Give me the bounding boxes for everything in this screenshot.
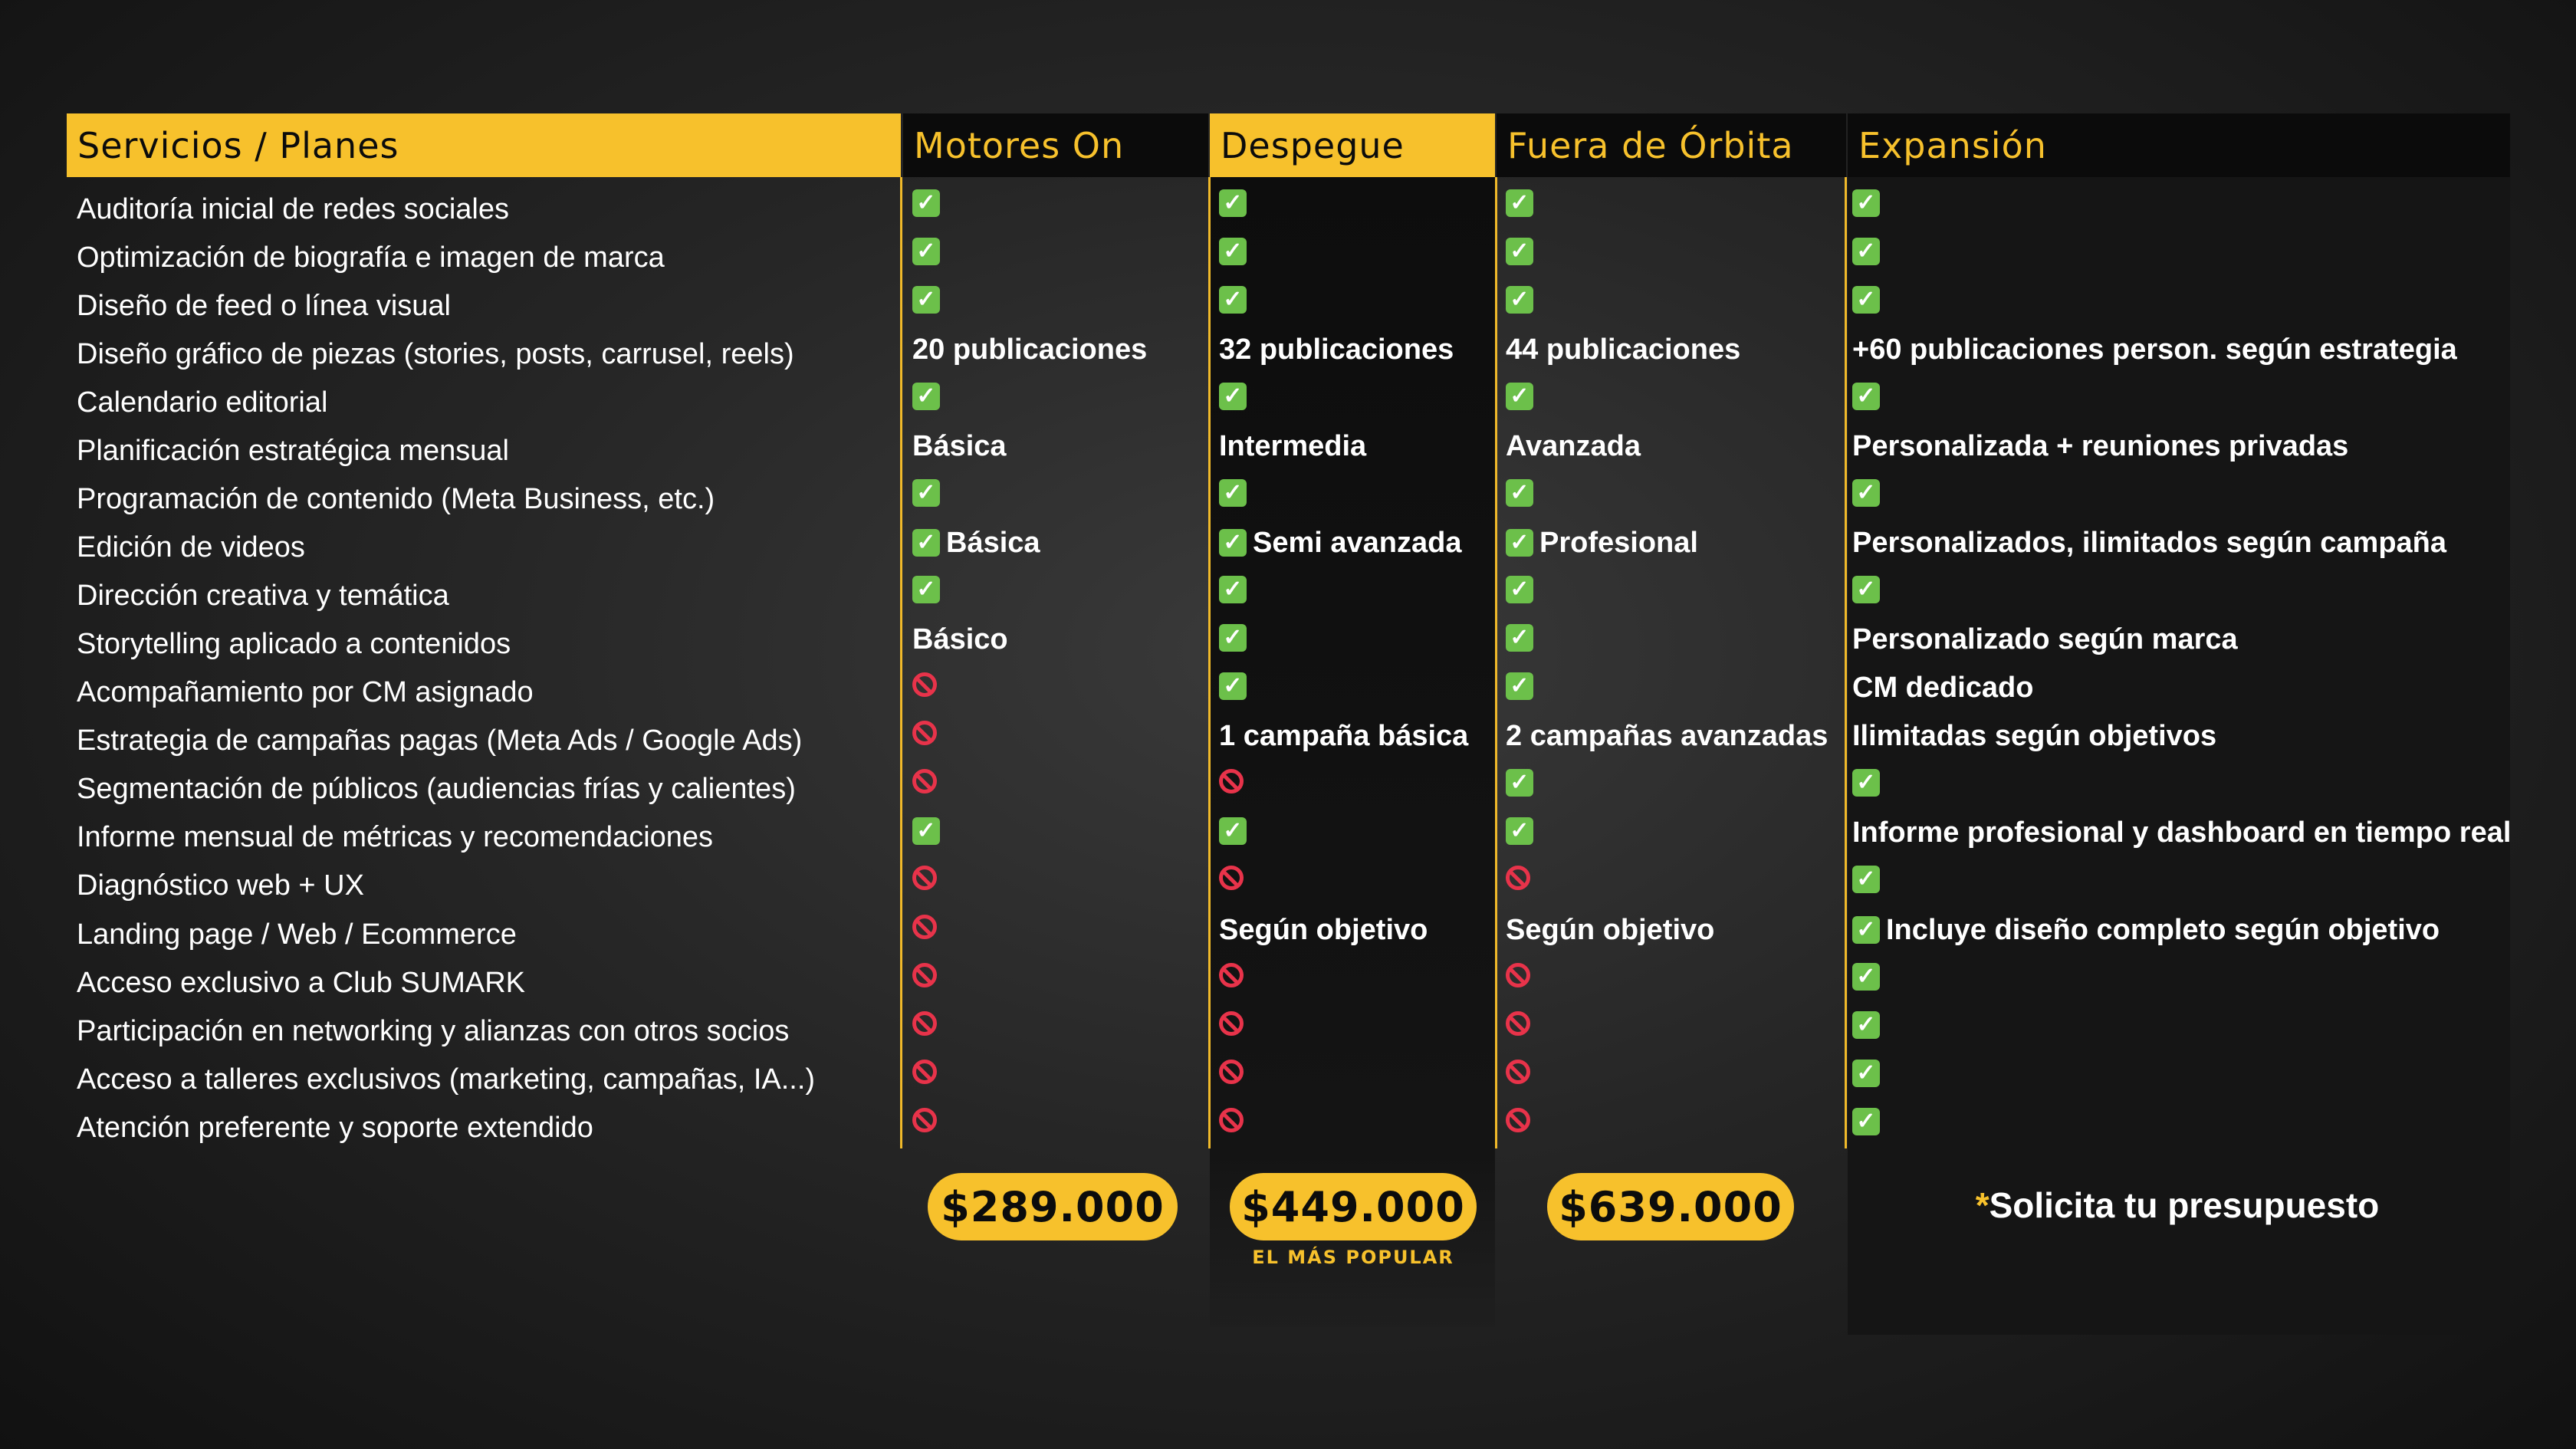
services-header: Servicios / Planes: [67, 113, 901, 177]
plan-cell: [1219, 769, 1244, 794]
cell-text: Intermedia: [1219, 430, 1367, 462]
check-icon: ✓: [1219, 576, 1247, 603]
cell-text: Según objetivo: [1506, 914, 1715, 946]
check-icon: ✓: [1852, 238, 1880, 265]
service-label: Acceso exclusivo a Club SUMARK: [77, 967, 525, 999]
service-label: Landing page / Web / Ecommerce: [77, 918, 517, 951]
check-icon: ✓: [912, 286, 940, 314]
plan-cell: [1506, 624, 1533, 652]
plan-cell: [912, 721, 937, 745]
plan-cell: [912, 915, 937, 939]
cell-text: 44 publicaciones: [1506, 334, 1741, 366]
cell-text: 1 campaña básica: [1219, 720, 1469, 752]
check-icon: ✓: [1852, 866, 1880, 893]
asterisk: *: [1975, 1185, 1990, 1225]
check-icon: ✓: [1506, 624, 1533, 652]
check-icon: ✓: [912, 238, 940, 265]
prohibited-icon: [912, 963, 937, 987]
plan-cell: [1852, 1060, 1880, 1087]
cell-text: Ilimitadas según objetivos: [1852, 720, 2217, 752]
plan-cell: [912, 383, 940, 410]
prohibited-icon: [912, 672, 937, 697]
cell-text: CM dedicado: [1852, 672, 2034, 704]
check-icon: ✓: [1506, 769, 1533, 797]
plan-header-despegue: Despegue: [1210, 113, 1495, 177]
check-icon: ✓: [1852, 286, 1880, 314]
check-icon: ✓: [1506, 529, 1533, 557]
plan-cell: [1852, 189, 1880, 217]
plan-cell: [912, 817, 940, 845]
prohibited-icon: [912, 1011, 937, 1036]
plan-cell: [1506, 769, 1533, 797]
plan-cell: [1852, 286, 1880, 314]
plan-cell: [1852, 624, 2238, 655]
plan-cell: [1506, 383, 1533, 410]
prohibited-icon: [1506, 1060, 1530, 1084]
plan-cell: [1506, 1011, 1530, 1036]
check-icon: ✓: [1219, 672, 1247, 700]
cell-text: 32 publicaciones: [1219, 334, 1454, 366]
cell-text: Básico: [912, 623, 1008, 656]
plan-cell: [1219, 286, 1247, 314]
column-divider: [1208, 177, 1211, 1148]
plan-cell: [1219, 383, 1247, 410]
plan-cell: [1219, 1011, 1244, 1036]
plan-cell: [912, 431, 1007, 462]
plan-cell: [1219, 721, 1468, 751]
service-label: Participación en networking y alianzas con otros socios: [77, 1015, 790, 1047]
plan-cell: [1219, 963, 1244, 987]
cell-text: Avanzada: [1506, 430, 1641, 462]
check-icon: ✓: [1852, 963, 1880, 991]
price-despegue: $449.000: [1230, 1173, 1477, 1240]
check-icon: ✓: [1219, 189, 1247, 217]
plan-cell: [1506, 479, 1533, 507]
prohibited-icon: [1506, 963, 1530, 987]
prohibited-icon: [1219, 963, 1244, 987]
check-icon: ✓: [912, 817, 940, 845]
check-icon: ✓: [912, 529, 940, 557]
plan-cell: [1506, 189, 1533, 217]
service-label: Acceso a talleres exclusivos (marketing, campañas, IA...): [77, 1063, 816, 1096]
cell-text: Personalizados, ilimitados según campaña: [1852, 527, 2447, 559]
cell-text: 20 publicaciones: [912, 334, 1148, 366]
plan-cell: [1506, 286, 1533, 314]
check-icon: ✓: [1852, 916, 1880, 944]
check-icon: ✓: [912, 189, 940, 217]
plan-cell: [912, 479, 940, 507]
plan-cell: [1506, 1060, 1530, 1084]
check-icon: ✓: [1506, 672, 1533, 700]
plan-cell: [1219, 1108, 1244, 1132]
check-icon: ✓: [1219, 624, 1247, 652]
plan-cell: [1219, 915, 1428, 945]
plan-header-motores-on: Motores On: [903, 113, 1208, 177]
cell-text: Semi avanzada: [1253, 527, 1462, 559]
prohibited-icon: [912, 1108, 937, 1132]
plan-cell: [1852, 769, 1880, 797]
check-icon: ✓: [1219, 286, 1247, 314]
cell-text: Básica: [912, 430, 1007, 462]
plan-header-fuera-de-orbita: Fuera de Órbita: [1497, 113, 1846, 177]
cell-text: Personalizado según marca: [1852, 623, 2238, 656]
plan-cell: [912, 1011, 937, 1036]
plan-cell: [1852, 721, 2216, 751]
check-icon: ✓: [1219, 383, 1247, 410]
service-label: Auditoría inicial de redes sociales: [77, 193, 509, 225]
service-label: Segmentación de públicos (audiencias frías y calientes): [77, 773, 796, 805]
plan-cell: [1219, 334, 1454, 365]
check-icon: ✓: [1852, 769, 1880, 797]
check-icon: ✓: [1506, 383, 1533, 410]
plan-cell: [1852, 383, 1880, 410]
check-icon: ✓: [912, 383, 940, 410]
check-icon: ✓: [1852, 1011, 1880, 1039]
plan-cell: [1506, 576, 1533, 603]
service-label: Diagnóstico web + UX: [77, 869, 364, 902]
prohibited-icon: [1219, 866, 1244, 890]
plan-cell: [1506, 527, 1698, 558]
prohibited-icon: [912, 721, 937, 745]
cell-text: Personalizada + reuniones privadas: [1852, 430, 2349, 462]
check-icon: ✓: [1852, 1060, 1880, 1087]
column-divider: [900, 177, 902, 1148]
plan-cell: [1219, 624, 1247, 652]
plan-cell: [1852, 527, 2446, 558]
service-label: Storytelling aplicado a contenidos: [77, 628, 511, 660]
check-icon: ✓: [1506, 479, 1533, 507]
plan-cell: [1852, 672, 2033, 703]
service-label: Diseño gráfico de piezas (stories, posts, carrusel, reels): [77, 338, 794, 370]
plan-cell: [1219, 189, 1247, 217]
plan-cell: [1852, 576, 1880, 603]
cell-text: +60 publicaciones person. según estrategia: [1852, 334, 2457, 366]
plan-cell: [1219, 1060, 1244, 1084]
plan-cell: [1852, 866, 1880, 893]
plan-cell: [1219, 238, 1247, 265]
plan-cell: [1219, 672, 1247, 700]
plan-cell: [1506, 817, 1533, 845]
price-fuera-de-orbita: $639.000: [1547, 1173, 1794, 1240]
prohibited-icon: [1506, 1108, 1530, 1132]
cell-text: Incluye diseño completo según objetivo: [1886, 914, 2440, 946]
service-label: Edición de videos: [77, 531, 305, 564]
prohibited-icon: [912, 769, 937, 794]
check-icon: ✓: [1506, 286, 1533, 314]
cell-text: Profesional: [1539, 527, 1698, 559]
cell-text: Según objetivo: [1219, 914, 1428, 946]
service-label: Informe mensual de métricas y recomendaciones: [77, 821, 714, 853]
plan-cell: [912, 527, 1040, 558]
cell-text: 2 campañas avanzadas: [1506, 720, 1829, 752]
plan-cell: [912, 238, 940, 265]
check-icon: ✓: [912, 479, 940, 507]
plan-cell: [1506, 431, 1641, 462]
plan-cell: [1506, 963, 1530, 987]
plan-cell: [1852, 334, 2457, 365]
plan-cell: [912, 963, 937, 987]
plan-cell: [1852, 479, 1880, 507]
check-icon: ✓: [1219, 817, 1247, 845]
check-icon: ✓: [912, 576, 940, 603]
service-label: Diseño de feed o línea visual: [77, 290, 451, 322]
service-label: Acompañamiento por CM asignado: [77, 676, 534, 708]
quote-label: Solicita tu presupuesto: [1989, 1185, 2380, 1225]
prohibited-icon: [1506, 1011, 1530, 1036]
plan-cell: [1506, 238, 1533, 265]
check-icon: ✓: [1219, 479, 1247, 507]
plan-cell: [1506, 334, 1740, 365]
plan-cell: [1506, 1108, 1530, 1132]
plan-cell: [912, 286, 940, 314]
plan-cell: [1852, 431, 2348, 462]
prohibited-icon: [1219, 769, 1244, 794]
prohibited-icon: [912, 1060, 937, 1084]
most-popular-label: EL MÁS POPULAR: [1252, 1247, 1454, 1268]
plan-cell: [1852, 1011, 1880, 1039]
check-icon: ✓: [1219, 238, 1247, 265]
price-motores-on: $289.000: [928, 1173, 1178, 1240]
plan-cell: [1506, 915, 1714, 945]
plan-cell: [1506, 866, 1530, 890]
plan-cell: [912, 624, 1008, 655]
plan-cell: [912, 334, 1147, 365]
column-divider: [1495, 177, 1497, 1148]
plan-cell: [1852, 963, 1880, 991]
request-quote-text: [1848, 1184, 2507, 1226]
check-icon: ✓: [1506, 576, 1533, 603]
plan-cell: [912, 672, 937, 697]
plan-cell: [1852, 915, 2440, 945]
plan-cell: [912, 769, 937, 794]
check-icon: ✓: [1852, 189, 1880, 217]
plan-cell: [1219, 576, 1247, 603]
plan-header-expansion: Expansión: [1848, 113, 2510, 177]
cell-text: Básica: [946, 527, 1040, 559]
plan-cell: [1506, 672, 1533, 700]
service-label: Programación de contenido (Meta Business, etc.): [77, 483, 715, 515]
prohibited-icon: [912, 866, 937, 890]
check-icon: ✓: [1506, 817, 1533, 845]
check-icon: ✓: [1506, 189, 1533, 217]
service-label: Calendario editorial: [77, 386, 328, 419]
plan-cell: [1506, 721, 1828, 751]
column-divider: [1845, 177, 1847, 1148]
prohibited-icon: [1219, 1060, 1244, 1084]
check-icon: ✓: [1852, 479, 1880, 507]
check-icon: ✓: [1852, 383, 1880, 410]
plan-cell: [1219, 817, 1247, 845]
prohibited-icon: [1219, 1011, 1244, 1036]
service-label: Estrategia de campañas pagas (Meta Ads / Google Ads): [77, 724, 803, 757]
plan-cell: [1852, 817, 2511, 848]
plan-cell: [1219, 479, 1247, 507]
service-label: Dirección creativa y temática: [77, 580, 449, 612]
plan-cell: [1852, 238, 1880, 265]
plan-cell: [912, 1108, 937, 1132]
prohibited-icon: [1506, 866, 1530, 890]
check-icon: ✓: [1852, 576, 1880, 603]
plan-cell: [912, 576, 940, 603]
cell-text: Informe profesional y dashboard en tiempo real: [1852, 816, 2512, 849]
plan-cell: [912, 189, 940, 217]
prohibited-icon: [1219, 1108, 1244, 1132]
prohibited-icon: [912, 915, 937, 939]
plan-cell: [1219, 527, 1461, 558]
plan-cell: [912, 866, 937, 890]
service-label: Planificación estratégica mensual: [77, 435, 509, 467]
check-icon: ✓: [1852, 1108, 1880, 1135]
plan-cell: [1852, 1108, 1880, 1135]
service-label: Atención preferente y soporte extendido: [77, 1112, 593, 1144]
plan-cell: [1219, 431, 1366, 462]
check-icon: ✓: [1506, 238, 1533, 265]
service-label: Optimización de biografía e imagen de marca: [77, 242, 665, 274]
plan-cell: [1219, 866, 1244, 890]
plan-cell: [912, 1060, 937, 1084]
check-icon: ✓: [1219, 529, 1247, 557]
